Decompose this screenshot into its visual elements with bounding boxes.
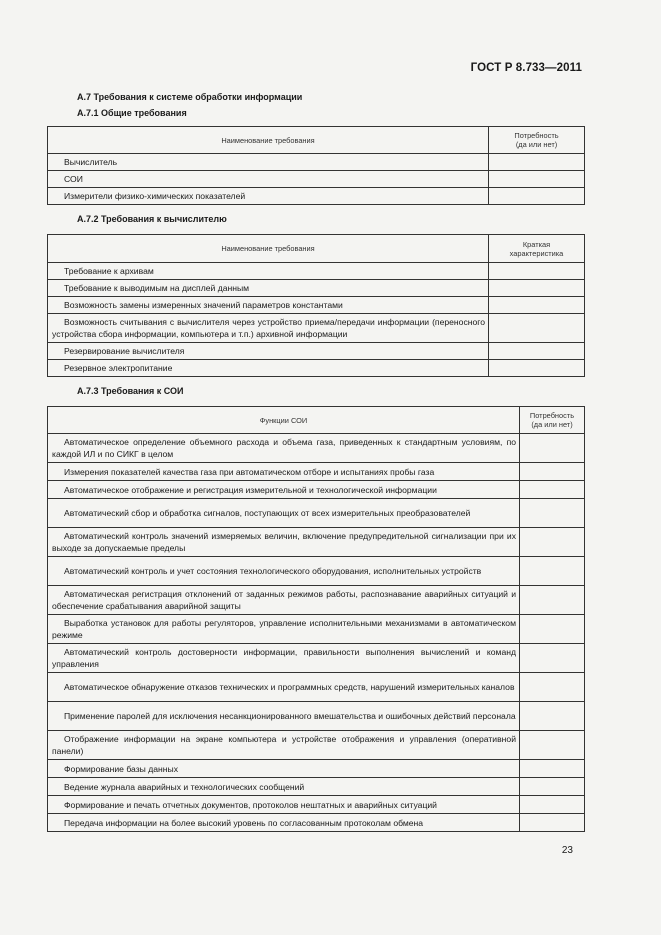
- column-header-need: Потребность (да или нет): [489, 127, 585, 154]
- table-row: Формирование базы данных: [48, 760, 520, 778]
- table-row: Автоматический контроль достоверности информации, правильности выполнения вычислений и команд управления: [48, 644, 520, 673]
- table-row: Требование к выводимым на дисплей данным: [48, 280, 489, 297]
- column-header-need: Потребность (да или нет): [520, 407, 585, 434]
- section-a71-title: А.7.1 Общие требования: [77, 108, 187, 118]
- column-header-name: Наименование требования: [48, 235, 489, 263]
- table-row: Измерения показателей качества газа при автоматическом отборе и испытаниях пробы газа: [48, 463, 520, 481]
- column-header-name: Наименование требования: [48, 127, 489, 154]
- table-row: Требование к архивам: [48, 263, 489, 280]
- section-a7-title: А.7 Требования к системе обработки информации: [77, 92, 303, 102]
- table-soi-requirements: [47, 406, 585, 832]
- table-row: Выработка установок для работы регуляторов, управление исполнительными механизмами в автоматическом режиме: [48, 615, 520, 644]
- table-row: Автоматическое обнаружение отказов технических и программных средств, нарушений измерительных каналов: [48, 673, 520, 702]
- standard-number: ГОСТ Р 8.733—2011: [470, 62, 582, 74]
- column-header-functions: Функции СОИ: [48, 407, 520, 434]
- table-row: Ведение журнала аварийных и технологических сообщений: [48, 778, 520, 796]
- table-row: Применение паролей для исключения несанкционированного вмешательства и ошибочных действий персонала: [48, 702, 520, 731]
- table-row: Вычислитель: [48, 154, 489, 171]
- table-row: Резервное электропитание: [48, 360, 489, 377]
- table-row: Формирование и печать отчетных документов, протоколов нештатных и аварийных ситуаций: [48, 796, 520, 814]
- table-row: Возможность считывания с вычислителя через устройство приема/передачи информации (переносного устройства сбора информации, компьютера и т.п.) архивной информации: [48, 314, 489, 343]
- section-a72-title: А.7.2 Требования к вычислителю: [77, 214, 227, 224]
- table-row: Автоматический контроль значений измеряемых величин, включение предупредительной сигнализации при их выходе за допускаемые пределы: [48, 528, 520, 557]
- section-a73-title: А.7.3 Требования к СОИ: [77, 386, 184, 396]
- table-row: Возможность замены измеренных значений параметров константами: [48, 297, 489, 314]
- table-row: Автоматическое определение объемного расхода и объема газа, приведенных к стандартным условиям, по каждой ИЛ и по СИКГ в целом: [48, 434, 520, 463]
- table-row: Автоматический сбор и обработка сигналов, поступающих от всех измерительных преобразователей: [48, 499, 520, 528]
- column-header-characteristic: Краткая характеристика: [489, 235, 585, 263]
- table-calculator-requirements: [47, 234, 585, 377]
- page-number: 23: [561, 845, 573, 856]
- table-row: Передача информации на более высокий уровень по согласованным протоколам обмена: [48, 814, 520, 832]
- table-general-requirements: [47, 126, 585, 205]
- table-row: Автоматический контроль и учет состояния технологического оборудования, исполнительных устройств: [48, 557, 520, 586]
- table-row: Автоматическая регистрация отклонений от заданных режимов работы, распознавание аварийных ситуаций и обеспечение срабатывания аварийной защиты: [48, 586, 520, 615]
- table-row: Резервирование вычислителя: [48, 343, 489, 360]
- table-row: СОИ: [48, 171, 489, 188]
- table-row: Отображение информации на экране компьютера и устройстве отображения и управления (оперативной панели): [48, 731, 520, 760]
- table-row: Автоматическое отображение и регистрация измерительной и технологической информации: [48, 481, 520, 499]
- table-row: Измерители физико-химических показателей: [48, 188, 489, 205]
